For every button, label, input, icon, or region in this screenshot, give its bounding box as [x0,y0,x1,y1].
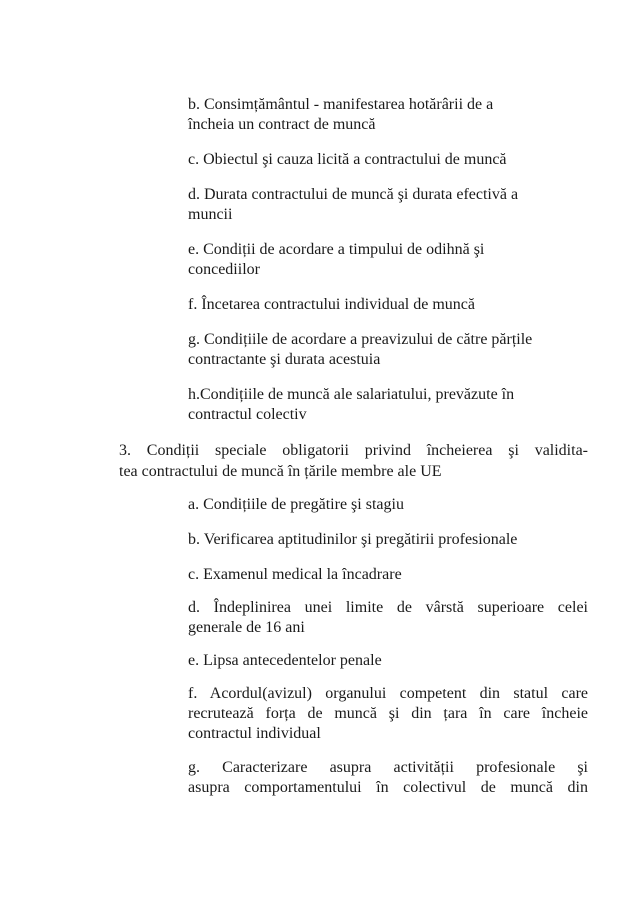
list-item-c-examenul [188,565,588,585]
text-line: concediilor [188,261,260,278]
text-line: recrutează forța de muncă şi din țara în care încheie [188,705,588,722]
text-line: 3. Condiții speciale obligatorii privind încheierea şi validita- [119,442,588,459]
text-line: b. Verificarea aptitudinilor şi pregătirii profesionale [188,531,518,548]
text-line: generale de 16 ani [188,619,305,636]
list-item-h-conditii-munca [188,385,588,425]
list-item-b-verificarea [188,530,588,550]
text-line: g. Caracterizare asupra activității profesionale şi [188,759,588,776]
text-line: a. Condițiile de pregătire şi stagiu [188,496,404,513]
text-line: c. Obiectul şi cauza licită a contractului de muncă [188,151,507,168]
text-line: d. Durata contractului de muncă şi durata efectivă a [188,186,519,203]
text-line: e. Lipsa antecedentelor penale [188,652,382,669]
list-item-g-preaviz [188,330,588,370]
text-line: contractul colectiv [188,406,307,423]
list-item-f-incetarea [188,295,588,315]
text-line: b. Consimțământul - manifestarea hotărârii de a [188,96,494,113]
text-line: tea contractului de muncă în țările membre ale UE [119,463,442,480]
text-line: h.Condițiile de muncă ale salariatului, prevăzute în [188,386,515,403]
list-item-e-conditii-odihna [188,240,588,280]
list-item-a-pregatire [188,495,588,515]
list-item-b-consimtamantul [188,95,588,135]
text-line: d. Îndeplinirea unei limite de vârstă superioare celei [188,599,588,616]
text-line: încheia un contract de muncă [188,116,376,133]
list-item-e-antecedente [188,651,588,671]
list-item-g-caracterizare [188,758,588,798]
text-line: g. Condițiile de acordare a preavizului de către părțile [188,331,533,348]
text-line: e. Condiții de acordare a timpului de odihnă şi [188,241,485,258]
text-line: muncii [188,206,233,223]
list-item-c-obiectul [188,150,588,170]
text-line: asupra comportamentului în colectivul de muncă din [188,779,588,796]
list-item-f-acordul [188,684,588,744]
text-line: contractante şi durata acestuia [188,351,381,368]
text-line: c. Examenul medical la încadrare [188,566,402,583]
list-item-d-limita-varsta [188,598,588,638]
list-item-d-durata [188,185,588,225]
section-3-paragraph [119,440,588,482]
text-line: f. Încetarea contractului individual de muncă [188,296,475,313]
text-line: f. Acordul(avizul) organului competent din statul care [188,685,588,702]
text-line: contractul individual [188,725,321,742]
